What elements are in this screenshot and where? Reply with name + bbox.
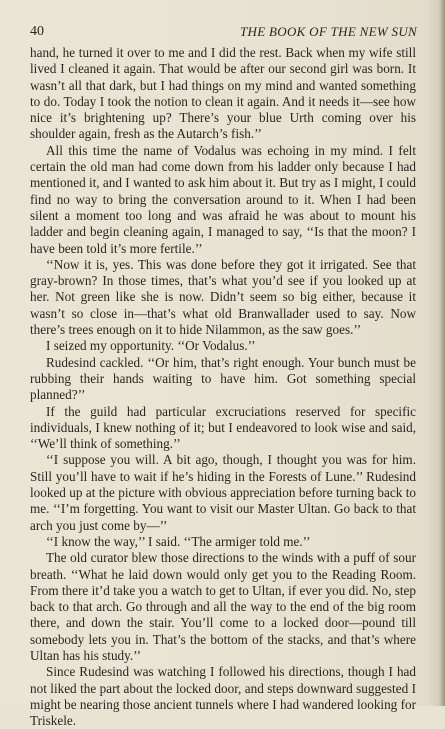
paragraph: All this time the name of Vodalus was echoing in my mind. I felt certain the old man had come down from his ladder only because I had mentioned it, and I wanted to ask him about it. But try as I might, I could find no way to bring the conversation around to it. When I had been silent a moment too long and was afraid he was about to mount his ladder and begin cleaning again, I managed to say, ‘‘Is that the moon? I have been told it’s more fertile.’’: [30, 142, 416, 256]
running-title: THE BOOK OF THE NEW SUN: [240, 24, 417, 39]
paragraph: The old curator blew those directions to the winds with a puff of sour breath. ‘‘What he laid down would only get you to the Reading Room. From there it’d take you a watch to get to Ultan, if ever you did. No, step back to that arch. Go through and all the way to the end of the big room there, and down the stair. You’ll come to a locked door—pound till somebody lets you in. That’s the bottom of the stacks, and that’s where Ultan has his study.’’: [30, 550, 416, 663]
paragraph: ‘‘I suppose you will. A bit ago, though, I thought you was for him. Still you’ll have to wait if he’s hiding in the Forests of Lune.’’ Rudesind looked up at the picture with obvious appreciation before turning back to me. ‘‘I’m forgetting. You want to visit our Master Ultan. Go back to that arch you just come by—’’: [30, 452, 416, 533]
paragraph: ‘‘I know the way,’’ I said. ‘‘The armiger told me.’’: [46, 533, 311, 549]
page-edge-shadow: [439, 0, 445, 706]
page-header: [30, 24, 417, 42]
paragraph: I seized my opportunity. ‘‘Or Vodalus.’’: [46, 338, 256, 354]
paragraph: hand, he turned it over to me and I did the rest. Back when my wife still lived I cleaned it again. That would be after our second girl was born. It wasn’t all that dark, but I had things on my mind and wanted something to do. Today I took the notion to clean it again. And it needs it—see how nice it’s brightening up? There’s your blue Urth coming over his shoulder again, fresh as the Autarch’s fish.’’: [30, 45, 416, 142]
paragraph: ‘‘Now it is, yes. This was done before they got it irrigated. See that gray-brown? In those times, that’s what you’d see if you looked up at her. Not green like she is now. Didn’t seem so big either, because it wasn’t so close in—that’s what old Branwallader used to say. Now there’s trees enough on it to hide Nilammon, as the saw goes.’’: [30, 256, 416, 338]
page-number: 40: [30, 24, 44, 39]
paragraph: If the guild had particular excruciations reserved for specific individuals, I knew nothing of it; but I endeavored to look wise and said, ‘‘We’ll think of something.’’: [30, 403, 416, 452]
paragraph: Rudesind cackled. ‘‘Or him, that’s right enough. Your bunch must be rubbing their hands waiting to have him. Got something special planned?’’: [30, 354, 416, 403]
body-text: [30, 45, 416, 729]
paragraph: Since Rudesind was watching I followed his directions, though I had not liked the part about the locked door, and steps downward suggested I might be nearing those ancient tunnels where I had wandered looking for Triskele.: [30, 664, 416, 729]
